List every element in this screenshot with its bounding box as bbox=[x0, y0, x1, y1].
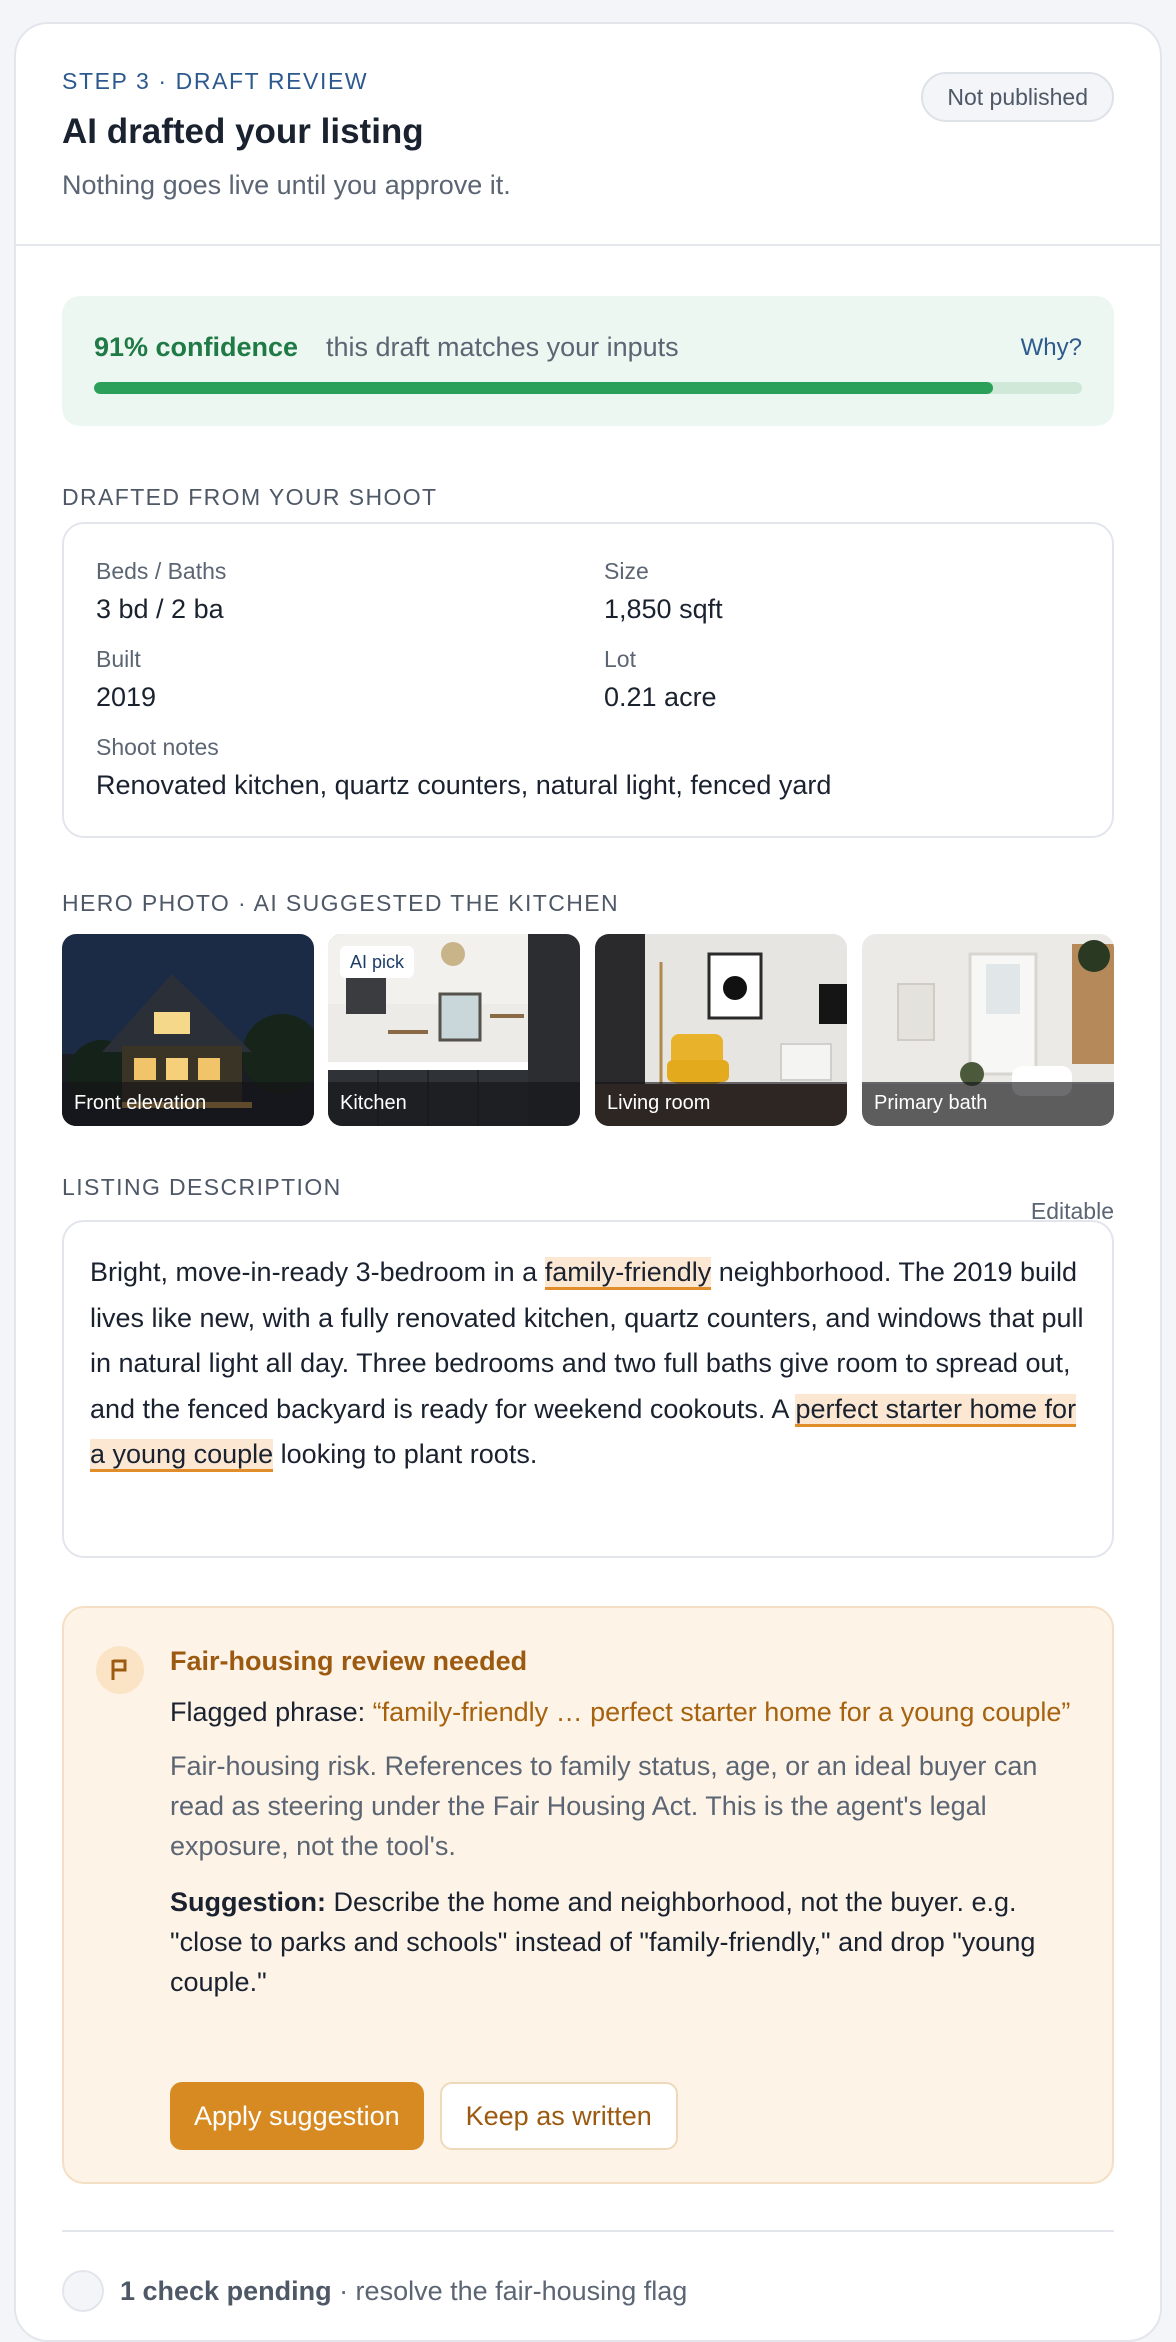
photo-primary-bath[interactable] bbox=[862, 934, 1114, 1126]
listing-review-card bbox=[14, 22, 1162, 2342]
hero-photo-picker bbox=[62, 934, 1114, 1126]
photo-living-room[interactable] bbox=[595, 934, 847, 1126]
shoot-facts-card bbox=[62, 522, 1114, 838]
confidence-bar-fill bbox=[94, 382, 993, 394]
fact-value: 0.21 acre bbox=[604, 682, 717, 712]
keep-as-written-button[interactable]: Keep as written bbox=[440, 2082, 678, 2150]
suggestion-label: Suggestion: bbox=[170, 1887, 326, 1917]
suggestion-body: Describe the home and neighborhood, not the buyer. e.g. "close to parks and schools" instead of "family-friendly," and drop "young couple." bbox=[170, 1887, 1036, 1997]
step-label: STEP 3 · DRAFT REVIEW bbox=[62, 68, 369, 94]
confidence-percent: 91% confidence bbox=[94, 332, 299, 362]
photo-caption: Front elevation bbox=[62, 1082, 314, 1126]
description-text: looking to plant roots. bbox=[273, 1439, 538, 1469]
photo-caption: Living room bbox=[595, 1082, 847, 1126]
page-subtitle: Nothing goes live until you approve it. bbox=[62, 170, 511, 200]
flag-icon bbox=[96, 1646, 144, 1694]
why-link[interactable]: Why? bbox=[1020, 334, 1082, 361]
flag-icon-glyph bbox=[109, 1658, 131, 1682]
apply-suggestion-button[interactable]: Apply suggestion bbox=[170, 2082, 424, 2150]
warning-actions bbox=[170, 2082, 678, 2150]
fair-housing-warning bbox=[62, 1606, 1114, 2184]
flagged-phrase: “family-friendly … perfect starter home for a young couple” bbox=[372, 1697, 1071, 1727]
footer-divider bbox=[62, 2230, 1114, 2232]
description-text: neighborhood. The 2019 build lives like new, with a fully renovated kitchen, quartz counters, and windows that pull in natural light all day. Three bedrooms and two full baths give room to spread out, and the fenced backyard is ready for weekend cookouts. A bbox=[90, 1257, 1084, 1424]
flagged-phrase-line bbox=[170, 1692, 1090, 1732]
pending-count: 1 check pending bbox=[120, 2276, 332, 2306]
page-title: AI drafted your listing bbox=[62, 112, 424, 151]
fact-label: Beds / Baths bbox=[96, 558, 227, 584]
ai-pick-badge: AI pick bbox=[340, 946, 414, 978]
listing-description-editor[interactable] bbox=[62, 1220, 1114, 1558]
confidence-bar bbox=[94, 382, 1082, 394]
hero-section-label: HERO PHOTO · AI SUGGESTED THE KITCHEN bbox=[62, 890, 620, 916]
photo-front-elevation[interactable] bbox=[62, 934, 314, 1126]
risk-text: Fair-housing risk. References to family status, age, or an ideal buyer can read as steering under the Fair Housing Act. This is the agent's legal exposure, not the tool's. bbox=[170, 1751, 1038, 1861]
confidence-text: this draft matches your inputs bbox=[326, 332, 679, 362]
fact-label: Shoot notes bbox=[96, 734, 219, 760]
flagged-phrase-family-friendly[interactable]: family-friendly bbox=[545, 1257, 712, 1290]
photo-kitchen[interactable] bbox=[328, 934, 580, 1126]
fact-value: 1,850 sqft bbox=[604, 594, 723, 624]
review-header bbox=[16, 24, 1160, 246]
warning-body bbox=[170, 1642, 1090, 2002]
confidence-panel bbox=[62, 296, 1114, 426]
flagged-label: Flagged phrase: bbox=[170, 1697, 373, 1727]
fact-value: 2019 bbox=[96, 682, 157, 712]
status-badge: Not published bbox=[921, 72, 1114, 122]
description-section-label: LISTING DESCRIPTION bbox=[62, 1174, 342, 1200]
editable-label: Editable bbox=[1030, 1198, 1114, 1224]
pending-detail: · resolve the fair-housing flag bbox=[331, 2276, 688, 2306]
suggestion-text bbox=[170, 1882, 1090, 2002]
photo-caption: Kitchen bbox=[328, 1082, 580, 1126]
fact-value: Renovated kitchen, quartz counters, natural light, fenced yard bbox=[96, 770, 832, 800]
shoot-section-label: DRAFTED FROM YOUR SHOOT bbox=[62, 484, 438, 510]
flagged-phrase-young-couple[interactable]: perfect starter home for a young couple bbox=[90, 1394, 1076, 1473]
fact-value: 3 bd / 2 ba bbox=[96, 594, 224, 624]
pending-check-icon bbox=[62, 2270, 104, 2312]
fact-label: Lot bbox=[604, 646, 636, 672]
pending-checks bbox=[120, 2276, 687, 2307]
photo-caption: Primary bath bbox=[862, 1082, 1114, 1126]
description-text: Bright, move-in-ready 3-bedroom in a bbox=[90, 1257, 545, 1287]
fact-label: Built bbox=[96, 646, 141, 672]
warning-title: Fair-housing review needed bbox=[170, 1646, 528, 1676]
fact-label: Size bbox=[604, 558, 649, 584]
